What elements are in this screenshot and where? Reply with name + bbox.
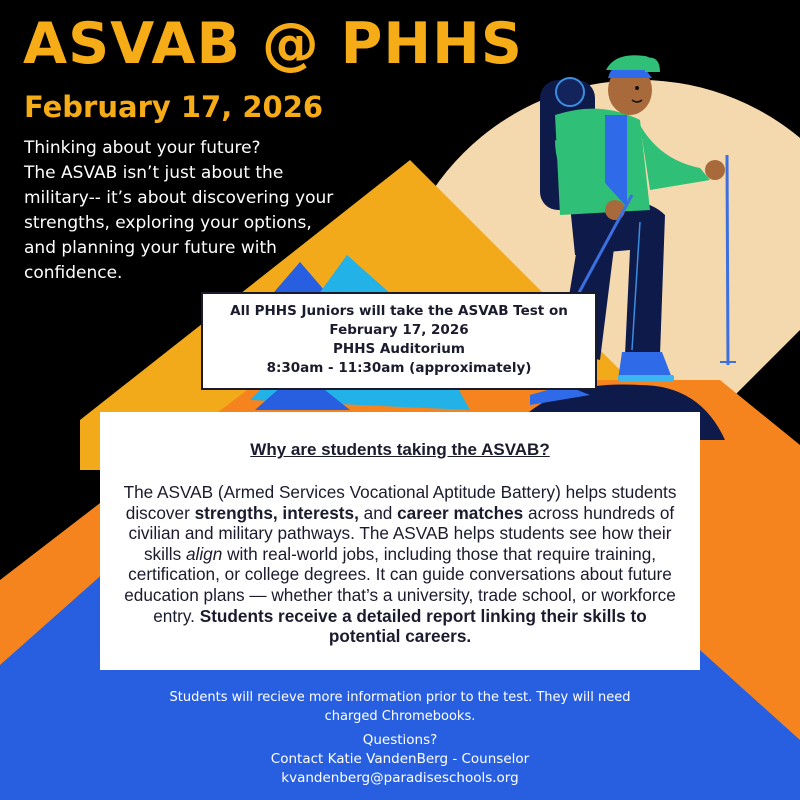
- footer-note-cont: charged Chromebooks.: [324, 709, 476, 724]
- why-text: with real-world jobs, including those that require training, certification, or college degrees. It can guide conversations about future education plans — whether that’s a university, trade school, or workforce entry.: [124, 543, 676, 626]
- intro-line: The ASVAB isn’t just about the: [24, 163, 284, 183]
- intro-line: and planning your future with: [24, 238, 277, 258]
- why-body: [118, 482, 682, 647]
- test-details-date: February 17, 2026: [329, 322, 469, 338]
- why-heading: Why are students taking the ASVAB?: [250, 440, 550, 459]
- intro-line: confidence.: [24, 263, 123, 283]
- poster-title: ASVAB @ PHHS: [23, 11, 523, 77]
- why-text: across hundreds of civilian and military pathways. The ASVAB helps students see how their skills: [128, 502, 675, 564]
- why-text: The ASVAB (Armed Services Vocational Aptitude Battery) helps students discover: [123, 482, 677, 523]
- why-text: and: [358, 502, 398, 523]
- intro-text: [24, 136, 364, 286]
- test-details-time: 8:30am - 11:30am (approximately): [266, 360, 532, 376]
- contact-name: Contact Katie VandenBerg - Counselor: [270, 751, 530, 767]
- test-details-line: All PHHS Juniors will take the ASVAB Test on: [230, 303, 568, 319]
- intro-line: military-- it’s about discovering your: [24, 188, 334, 208]
- event-date: February 17, 2026: [24, 90, 324, 124]
- footer: [0, 688, 800, 788]
- why-asvab-card: [100, 412, 700, 670]
- footer-note: Students will recieve more information prior to the test. They will need: [169, 690, 631, 705]
- questions-label: Questions?: [362, 732, 438, 748]
- why-bold-career-matches: career matches: [397, 502, 524, 523]
- why-bold-strengths: strengths, interests,: [194, 502, 359, 523]
- intro-line: Thinking about your future?: [24, 138, 261, 158]
- test-details-location: PHHS Auditorium: [333, 341, 465, 357]
- intro-line: strengths, exploring your options,: [24, 213, 312, 233]
- why-bold-report: Students receive a detailed report linking their skills to potential careers.: [199, 605, 647, 647]
- contact-block: [0, 731, 800, 788]
- test-details-box: [201, 292, 597, 390]
- contact-email[interactable]: kvandenberg@paradiseschools.org: [281, 770, 519, 786]
- why-italic-align: align: [185, 543, 223, 564]
